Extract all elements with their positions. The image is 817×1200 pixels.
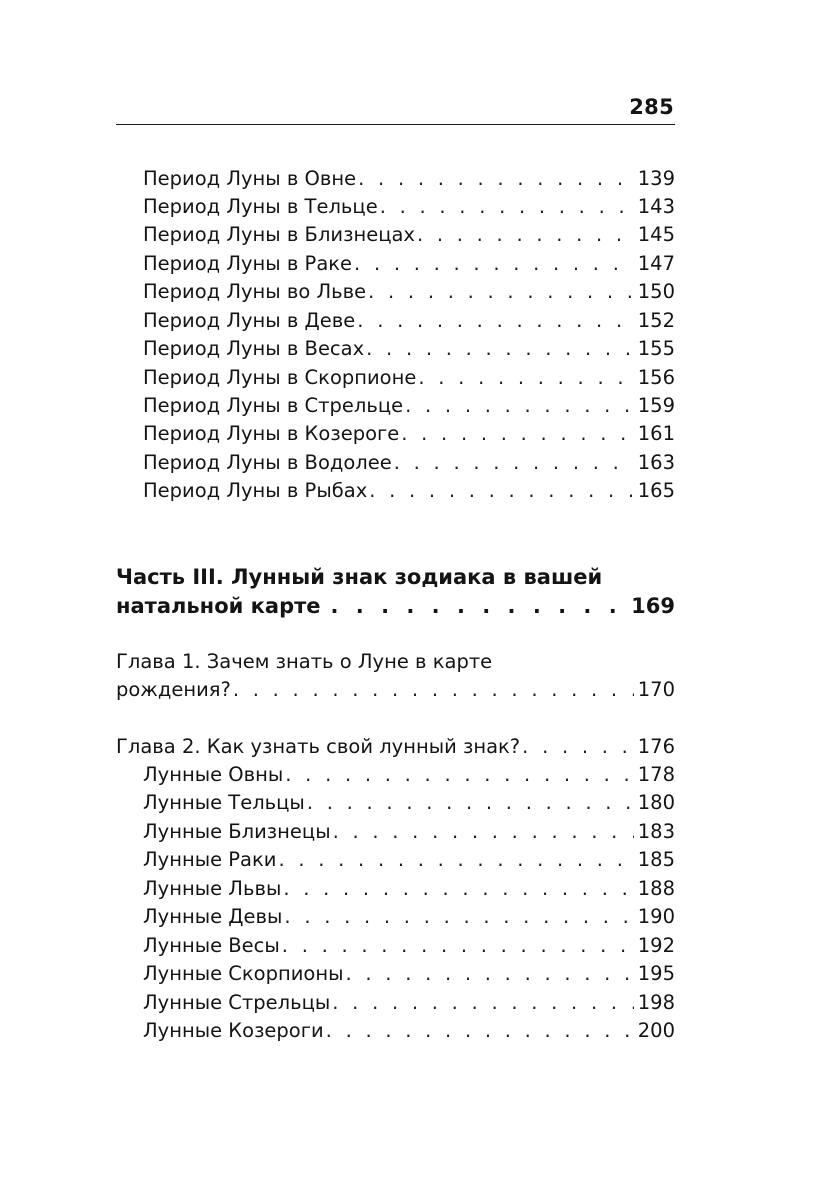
- toc-entry-label: Лунные Скорпионы: [143, 962, 344, 985]
- toc-entry-label: Период Луны в Деве: [143, 309, 356, 332]
- toc-entry-label: Лунные Весы: [143, 934, 280, 957]
- toc-entry-label: Период Луны в Близнецах: [143, 223, 415, 246]
- toc-entry-page: 150: [637, 280, 675, 303]
- toc-entry-label: Период Луны в Водолее: [143, 451, 392, 474]
- toc-entry-label: Период Луны в Скорпионе: [143, 366, 417, 389]
- toc-entry[interactable]: [143, 960, 675, 988]
- toc-entry[interactable]: [143, 250, 675, 278]
- dot-leader: [333, 818, 634, 846]
- toc-entry-label: Период Луны в Стрельце: [143, 394, 404, 417]
- dot-leader: [285, 761, 633, 789]
- toc-entry[interactable]: [143, 761, 675, 789]
- toc-entry-page: 178: [637, 763, 675, 786]
- toc-entry-page: 155: [637, 337, 675, 360]
- toc-entry[interactable]: [143, 789, 675, 817]
- chapter-entry[interactable]: [116, 676, 675, 704]
- toc-entry-page: 145: [637, 223, 675, 246]
- toc-entry-label: Период Луны в Тельце: [143, 195, 378, 218]
- toc-entry[interactable]: [143, 449, 675, 477]
- toc-entry-page: 159: [637, 394, 675, 417]
- toc-entry[interactable]: [143, 193, 675, 221]
- dot-leader: [326, 1017, 634, 1045]
- toc-entry[interactable]: [143, 989, 675, 1017]
- toc-entry-label: Лунные Козероги: [143, 1019, 324, 1042]
- toc-entry-page: 195: [637, 962, 675, 985]
- dot-leader: [368, 278, 634, 306]
- part-title-line2: натальной карте: [116, 594, 321, 618]
- toc-entry-page: 183: [637, 820, 675, 843]
- toc-entry[interactable]: [143, 903, 675, 931]
- toc-entry-page: 180: [637, 791, 675, 814]
- toc-entry-label: Период Луны во Льве: [143, 280, 367, 303]
- toc-entry-label: Период Луны в Рыбах: [143, 479, 368, 502]
- header-rule: [116, 124, 675, 125]
- part-page: 169: [631, 594, 675, 618]
- toc-entry-label: Лунные Стрельцы: [143, 991, 331, 1014]
- dot-leader: [282, 932, 634, 960]
- toc-entry-label: Период Луны в Раке: [143, 252, 353, 275]
- dot-leader: [307, 789, 634, 817]
- toc-entry[interactable]: [143, 846, 675, 874]
- toc-entry[interactable]: [143, 221, 675, 249]
- dot-leader: [332, 989, 633, 1017]
- toc-entry[interactable]: [143, 875, 675, 903]
- page-number: 285: [629, 95, 674, 119]
- toc-entry-page: 192: [637, 934, 675, 957]
- dot-leader: [283, 875, 633, 903]
- toc-entry[interactable]: [143, 364, 675, 392]
- part-title-entry[interactable]: [116, 590, 675, 622]
- toc-entry[interactable]: [143, 307, 675, 335]
- dot-leader: [233, 676, 634, 704]
- toc-entry-label: Лунные Овны: [143, 763, 284, 786]
- dot-leader: [380, 193, 634, 221]
- toc-entry-page: 139: [637, 167, 675, 190]
- toc-entry[interactable]: [143, 1017, 675, 1045]
- toc-entry-label: Период Луны в Овне: [143, 167, 357, 190]
- toc-entry-page: 198: [637, 991, 675, 1014]
- dot-leader: [401, 420, 634, 448]
- chapter-page: 170: [637, 678, 675, 701]
- toc-entry-page: 147: [637, 252, 675, 275]
- dot-leader: [284, 903, 633, 931]
- toc-entry[interactable]: [143, 278, 675, 306]
- toc-entry-page: 143: [637, 195, 675, 218]
- toc-entry-label: Период Луны в Козероге: [143, 422, 400, 445]
- toc-entry[interactable]: [143, 420, 675, 448]
- chapter-title: Глава 2. Как узнать свой лунный знак?: [116, 735, 521, 758]
- toc-entry-page: 185: [637, 848, 675, 871]
- toc-entry-page: 161: [637, 422, 675, 445]
- toc-entry[interactable]: [143, 932, 675, 960]
- dot-leader: [346, 960, 634, 988]
- toc-entry-label: Лунные Раки: [143, 848, 277, 871]
- toc-entry-label: Период Луны в Весах: [143, 337, 365, 360]
- toc-entry-page: 190: [637, 905, 675, 928]
- dot-leader: [331, 590, 626, 622]
- toc-entry[interactable]: [143, 818, 675, 846]
- dot-leader: [278, 846, 633, 874]
- chapter-title-line2: рождения?: [116, 678, 231, 701]
- dot-leader: [418, 364, 633, 392]
- dot-leader: [358, 165, 634, 193]
- chapter-entry[interactable]: [116, 733, 675, 761]
- toc-entry-page: 188: [637, 877, 675, 900]
- dot-leader: [394, 449, 634, 477]
- dot-leader: [405, 392, 634, 420]
- toc-entry[interactable]: [143, 392, 675, 420]
- toc-entry-page: 200: [637, 1019, 675, 1042]
- toc-entry-page: 165: [637, 479, 675, 502]
- toc-entry-page: 152: [637, 309, 675, 332]
- toc-entry[interactable]: [143, 165, 675, 193]
- chapter-page: 176: [637, 735, 675, 758]
- toc-entry-label: Лунные Близнецы: [143, 820, 331, 843]
- part-title-line1[interactable]: Часть III. Лунный знак зодиака в вашей: [116, 565, 603, 589]
- dot-leader: [417, 221, 634, 249]
- toc-entry-label: Лунные Львы: [143, 877, 282, 900]
- dot-leader: [366, 335, 634, 363]
- dot-leader: [354, 250, 634, 278]
- chapter-title-line1[interactable]: Глава 1. Зачем знать о Луне в карте: [116, 650, 493, 673]
- toc-entry-page: 163: [637, 451, 675, 474]
- dot-leader: [357, 307, 633, 335]
- toc-entry-label: Лунные Девы: [143, 905, 283, 928]
- toc-entry[interactable]: [143, 477, 675, 505]
- dot-leader: [522, 733, 634, 761]
- toc-entry-label: Лунные Тельцы: [143, 791, 305, 814]
- dot-leader: [369, 477, 634, 505]
- toc-entry-page: 156: [637, 366, 675, 389]
- toc-entry[interactable]: [143, 335, 675, 363]
